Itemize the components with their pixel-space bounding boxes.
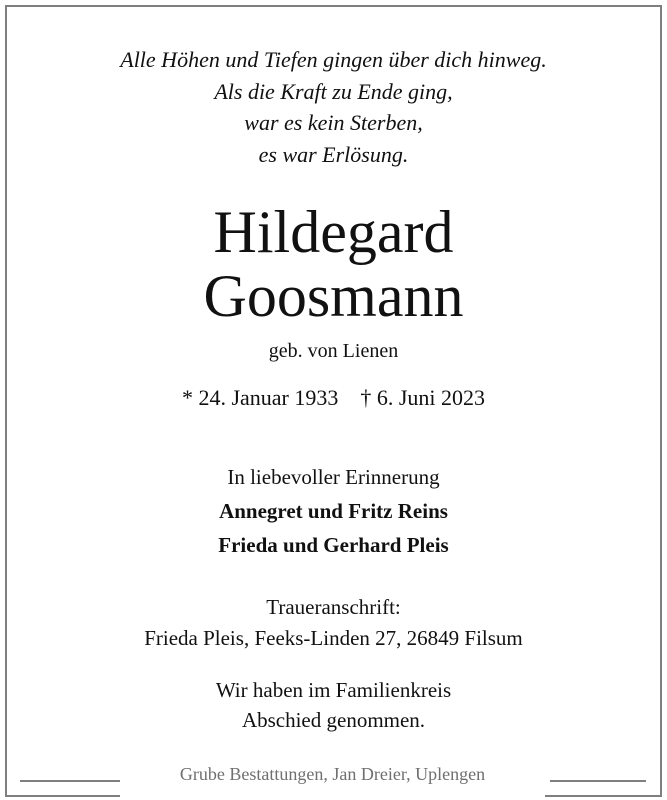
first-name: Hildegard — [213, 199, 454, 265]
maiden-name: geb. von Lienen — [268, 340, 399, 362]
mourning-address — [0, 592, 667, 654]
footer-rule-left — [20, 780, 120, 782]
birth-date: * 24. Januar 1933 — [181, 385, 339, 410]
death-date: † 6. Juni 2023 — [360, 385, 486, 410]
footer-rule-right — [550, 780, 646, 782]
address-value: Frieda Pleis, Feeks-Linden 27, 26849 Filsum — [144, 626, 523, 650]
life-dates — [0, 385, 667, 411]
verse-line: Als die Kraft zu Ende ging, — [214, 78, 453, 104]
memory-intro: In liebevoller Erinnerung — [227, 465, 440, 489]
farewell-line: Abschied genommen. — [241, 708, 426, 732]
farewell-line: Wir haben im Familienkreis — [215, 678, 452, 702]
deceased-name — [0, 200, 667, 328]
farewell-note — [0, 675, 667, 735]
last-name: Goosmann — [203, 263, 464, 329]
undertaker-credit: Grube Bestattungen, Jan Dreier, Uplengen — [179, 764, 486, 784]
mourner-name: Annegret und Fritz Reins — [219, 499, 448, 523]
verse — [0, 44, 667, 170]
verse-line: war es kein Sterben, — [244, 110, 423, 135]
verse-line: es war Erlösung. — [258, 141, 409, 167]
address-label: Traueranschrift: — [266, 595, 401, 619]
mourners — [0, 460, 667, 562]
verse-line: Alle Höhen und Tiefen gingen über dich hinweg. — [120, 47, 547, 72]
mourner-name: Frieda und Gerhard Pleis — [218, 533, 449, 557]
